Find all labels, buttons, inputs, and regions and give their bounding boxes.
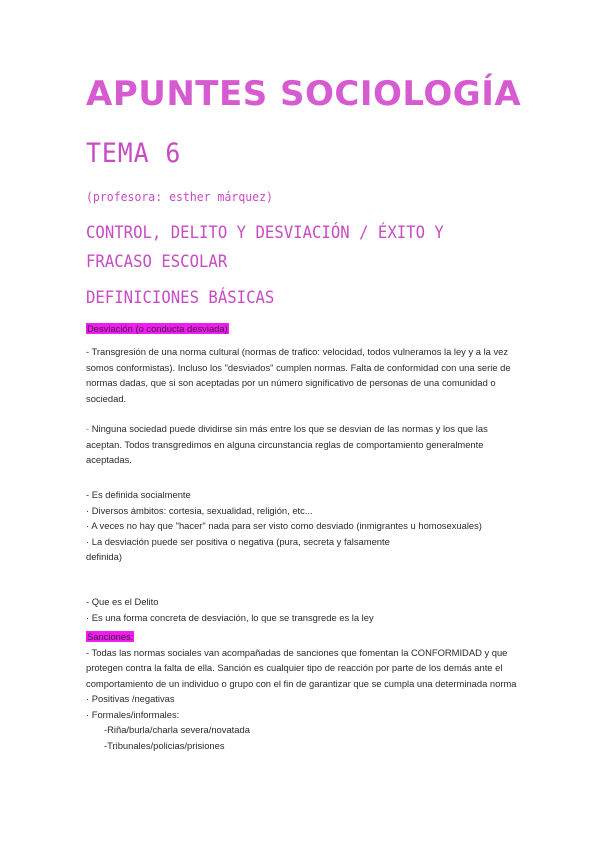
list-item: · A veces no hay que "hacer" nada para ser visto como desviado (inmigrantes u homosexuales) bbox=[86, 520, 482, 531]
profesora-note: (profesora: esther márquez) bbox=[86, 189, 273, 204]
tema-heading: TEMA 6 bbox=[86, 138, 182, 169]
paragraph-text: - Transgresión de una norma cultural (normas de trafico: velocidad, todos vulneramos la ley y a la vez somos conformistas). Incluso los "desviados" cumplen normas. Falta de conformidad con una serie de normas dadas, que si son aceptadas por un número significativo de personas de una comunidad o sociedad. bbox=[86, 346, 511, 404]
paragraph-text: Ninguna sociedad puede dividirse sin más entre los que se desvian de las normas y los que las aceptan. Todos transgredimos en alguna circunstancia reglas de comportamiento generalmente aceptadas. bbox=[86, 423, 488, 465]
list-item: - Que es el Delito bbox=[86, 596, 159, 607]
list-item: · Diversos ámbitos: cortesia, sexualidad, religión, etc... bbox=[86, 504, 313, 516]
list-item: · La desviación puede ser positiva o negativa (pura, secreta y falsamente definida) bbox=[86, 535, 390, 562]
desviacion-paragraph-1 bbox=[86, 344, 518, 406]
desviacion-list bbox=[86, 487, 518, 565]
desviacion-label: Desviación (o conducta desviada) bbox=[87, 323, 228, 334]
list-item: - Es definida socialmente bbox=[86, 489, 191, 500]
list-item: · Es una forma concreta de desviación, lo que se transgrede es la ley bbox=[86, 611, 374, 623]
subsection-heading: DEFINICIONES BÁSICAS bbox=[86, 288, 275, 308]
desviacion-block bbox=[86, 321, 518, 337]
list-item: · Formales/informales: bbox=[86, 708, 180, 720]
sub-list-item: -Tribunales/policias/prisiones bbox=[104, 739, 225, 751]
sub-list-item: -Riña/burla/charla severa/novatada bbox=[104, 724, 250, 735]
sanciones-label: Sanciones: bbox=[87, 631, 134, 642]
list-item: · Positivas /negativas bbox=[86, 693, 175, 704]
pink-dash: - bbox=[86, 423, 90, 434]
section-heading: CONTROL, DELITO Y DESVIACIÓN / ÉXITO Y FRACASO ESCOLAR bbox=[86, 223, 444, 272]
delito-block bbox=[86, 594, 518, 625]
sanciones-block bbox=[86, 629, 518, 753]
paragraph-2-wrapper bbox=[86, 421, 518, 468]
sanciones-paragraph: - Todas las normas sociales van acompañadas de sanciones que fomentan la CONFORMIDAD y que protegen contra la falta de ella. Sanción es cualquier tipo de reacción por parte de los demás ante el comportamiento de un individuo o grupo con el fin de garantizar que se cumpla una determinada norma bbox=[86, 646, 517, 689]
desviacion-paragraph-2 bbox=[86, 421, 518, 468]
document-title: APUNTES SOCIOLOGÍA bbox=[86, 74, 522, 114]
